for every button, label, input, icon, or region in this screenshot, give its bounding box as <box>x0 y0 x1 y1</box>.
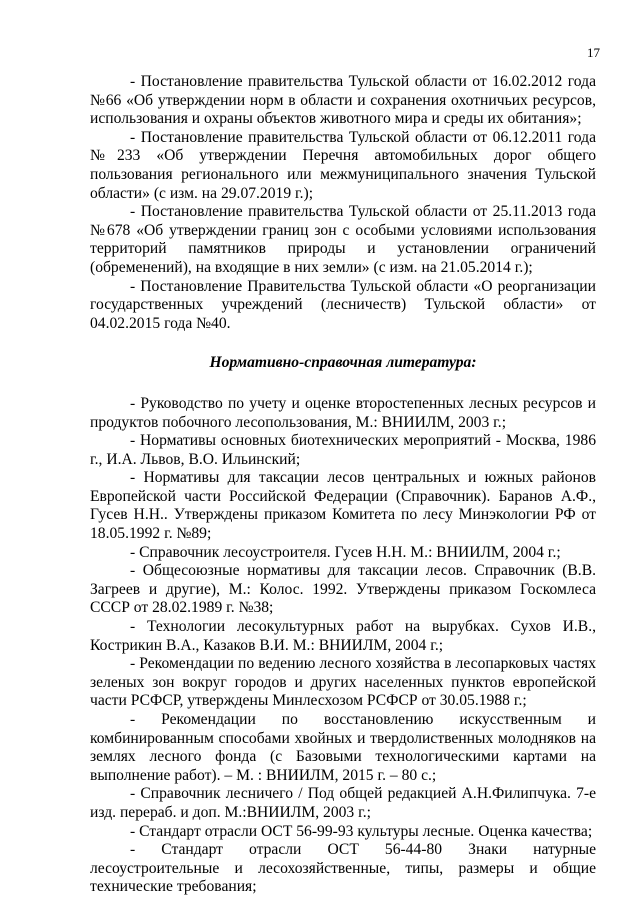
reference-item: - Рекомендации по восстановлению искусственным и комбинированным способами хвойных и твердолиственных молодняков на землях лесного фонда (с Базовыми технологическими картами на выполнение работ). – М. : ВНИИЛМ, 2015 г. – 80 с.; <box>90 711 596 784</box>
reference-item: - Нормативы основных биотехнических мероприятий - Москва, 1986 г., И.А. Львов, В.О. Ильинский; <box>90 432 596 468</box>
legislation-item: - Постановление правительства Тульской области от 16.02.2012 года №66 «Об утверждении норм в области и сохранения охотничьих ресурсов, использования и охраны объектов животного мира и среды их обитания»; <box>90 73 596 128</box>
reference-item: - Стандарт отрасли ОСТ 56-99-93 культуры лесные. Оценка качества; <box>130 822 593 840</box>
reference-item: - Руководство по учету и оценке второстепенных лесных ресурсов и продуктов побочного лесопользования, М.: ВНИИЛМ, 2003 г.; <box>90 394 596 431</box>
legislation-item: - Постановление правительства Тульской области от 25.11.2013 года №678 «Об утверждении границ зон с особыми условиями использования территорий памятников природы и установлении ограничений (обременений), на входящие в них земли» (с изм. на 21.05.2014 г.); <box>90 203 596 276</box>
reference-item: - Технологии лесокультурных работ на вырубках. Сухов И.В., Кострикин В.А., Казаков В.И. М.: ВНИИЛМ, 2004 г.; <box>90 618 596 654</box>
legislation-item: - Постановление Правительства Тульской области «О реорганизации государственных учреждений (лесничеств) Тульской области» от 04.02.2015 года №40. <box>90 277 596 332</box>
reference-item: - Справочник лесничего / Под общей редакцией А.Н.Филипчука. 7-е изд. перераб. и доп. М.:ВНИИЛМ, 2003 г.; <box>90 785 596 821</box>
legislation-list <box>90 73 596 333</box>
legislation-item: - Постановление правительства Тульской области от 06.12.2011 года №233 «Об утверждении Перечня автомобильных дорог общего пользования регионального или межмуниципального значения Тульской области» (с изм. на 29.07.2019 г.); <box>90 128 596 202</box>
reference-item: - Нормативы для таксации лесов центральных и южных районов Европейской части Российской Федерации (Справочник). Баранов А.Ф., Гусев Н.Н.. Утверждены приказом Комитета по лесу Минэкологии РФ от 18.05.1992 г. №89; <box>90 469 596 543</box>
reference-item: - Рекомендации по ведению лесного хозяйства в лесопарковых частях зеленых зон вокруг городов и других населенных пунктов европейской части РСФСР, утверждены Минлесхозом РСФСР от 30.05.1988 г.; <box>90 655 596 710</box>
references-list <box>90 395 596 897</box>
page-number: 17 <box>587 45 600 60</box>
page-content <box>90 73 596 897</box>
reference-item: - Справочник лесоустроителя. Гусев Н.Н. М.: ВНИИЛМ, 2004 г.; <box>130 543 561 561</box>
reference-item: - Общесоюзные нормативы для таксации лесов. Справочник (В.В. Загреев и другие), М.: Колос. 1992. Утверждены приказом Госкомлеса СССР от 28.02.1989 г. №38; <box>90 562 596 617</box>
reference-item: - Стандарт отрасли ОСТ 56-44-80 Знаки натурные лесоустроительные и лесохозяйственные, типы, размеры и общие технические требования; <box>90 841 596 896</box>
section-heading: Нормативно-справочная литература: <box>209 354 477 372</box>
